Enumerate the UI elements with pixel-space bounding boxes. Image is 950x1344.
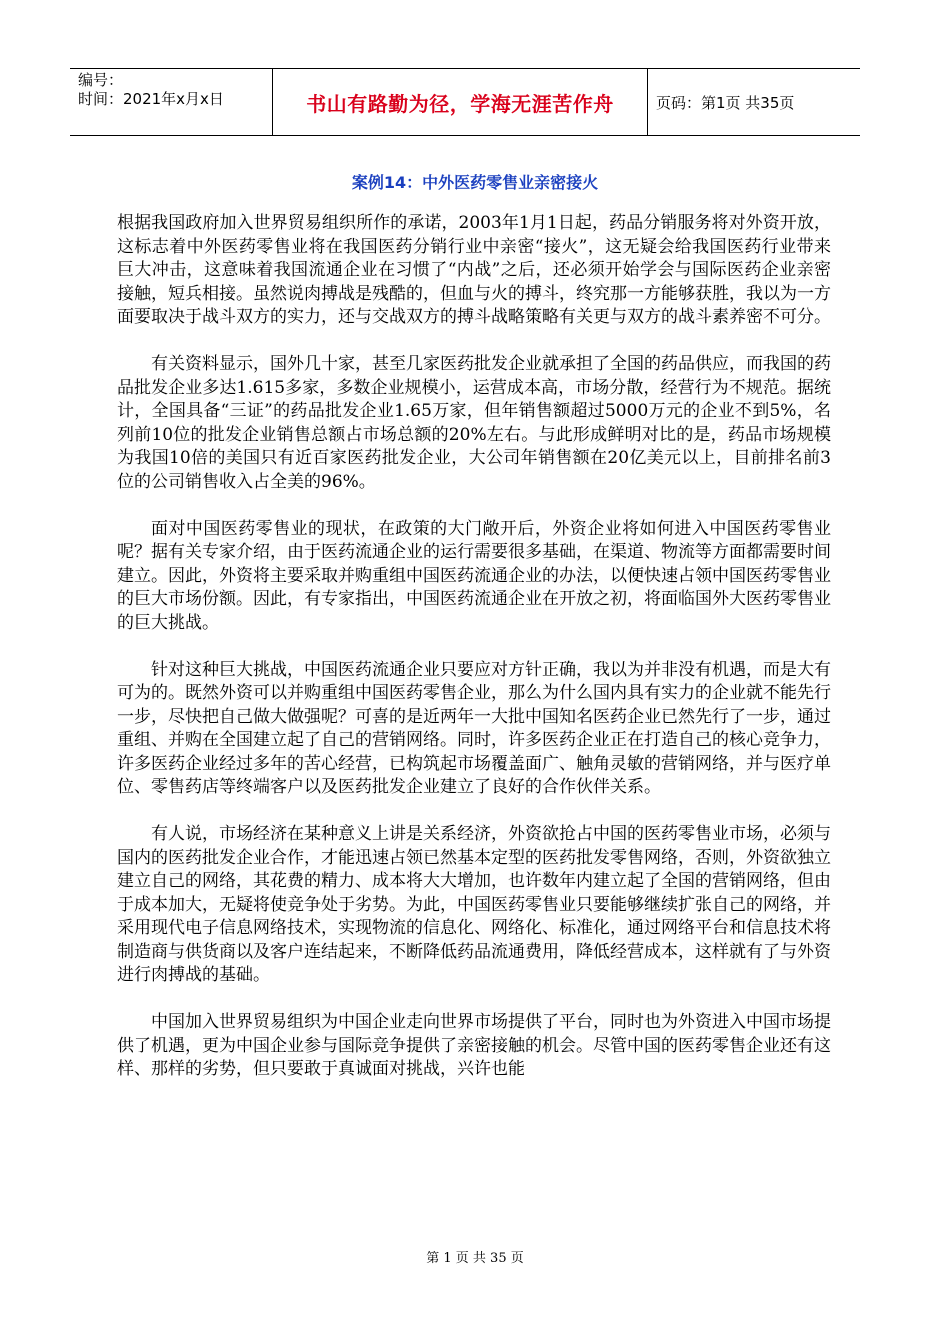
paragraph-3: 面对中国医药零售业的现状，在政策的大门敞开后，外资企业将如何进入中国医药零售业呢？据有关专家介绍，由于医药流通企业的运行需要很多基础，在渠道、物流等方面都需要时间建立。因此，外资将主要采取并购重组中国医药流通企业的办法，以便快速占领中国医药零售业的巨大市场份额。因此，有专家指出，中国医药流通企业在开放之初，将面临国外大医药零售业的巨大挑战。 [117, 518, 831, 633]
page-header [70, 68, 860, 136]
paragraph-4: 针对这种巨大挑战，中国医药流通企业只要应对方针正确，我以为并非没有机遇，而是大有可为的。既然外资可以并购重组中国医药零售企业，那么为什么国内具有实力的企业就不能先行一步，尽快把自己做大做强呢？可喜的是近两年一大批中国知名医药企业已然先行了一步，通过重组、并购在全国建立起了自己的营销网络。同时，许多医药企业正在打造自己的核心竞争力，许多医药企业经过多年的苦心经营，已构筑起市场覆盖面广、触角灵敏的营销网络，并与医疗单位、零售药店等终端客户以及医药批发企业建立了良好的合作伙伴关系。 [117, 659, 831, 797]
paragraph-5: 有人说，市场经济在某种意义上讲是关系经济，外资欲抢占中国的医药零售业市场，必须与国内的医药批发企业合作，才能迅速占领已然基本定型的医药批发零售网络，否则，外资欲独立建立自己的网络，其花费的精力、成本将大大增加，也许数年内建立起了全国的营销网络，但由于成本加大，无疑将使竞争处于劣势。为此，中国医药零售业只要能够继续扩张自己的网络，并采用现代电子信息网络技术，实现物流的信息化、网络化、标准化，通过网络平台和信息技术将制造商与供货商以及客户连结起来，不断降低药品流通费用，降低经营成本，这样就有了与外资进行肉搏战的基础。 [117, 824, 831, 985]
document-time-label: 时间：2021年x月x日 [78, 90, 224, 108]
document-title: 案例14：中外医药零售业亲密接火 [351, 173, 599, 192]
header-meta [70, 69, 273, 135]
header-page-label: 页码：第1页 共35页 [656, 93, 795, 112]
document-number-label: 编号： [78, 71, 124, 89]
paragraph-6: 中国加入世界贸易组织为中国企业走向世界市场提供了平台，同时也为外资进入中国市场提供了机遇，更为中国企业参与国际竞争提供了亲密接触的机会。尽管中国的医药零售企业还有这样、那样的劣势，但只要敢于真诚面对挑战，兴许也能 [117, 1012, 831, 1079]
paragraph-1: 根据我国政府加入世界贸易组织所作的承诺，2003年1月1日起，药品分销服务将对外资开放，这标志着中外医药零售业将在我国医药分销行业中亲密“接火”，这无疑会给我国医药行业带来巨大冲击，这意味着我国流通企业在习惯了“内战”之后，还必须开始学会与国际医药企业亲密接触，短兵相接。虽然说肉搏战是残酷的，但血与火的搏斗，终究那一方能够获胜，我以为一方面要取决于战斗双方的实力，还与交战双方的搏斗战略策略有关更与双方的战斗素养密不可分。 [117, 213, 831, 327]
paragraph-2: 有关资料显示，国外几十家，甚至几家医药批发企业就承担了全国的药品供应，而我国的药品批发企业多达1.615多家，多数企业规模小，运营成本高，市场分散，经营行为不规范。据统计，全国具备“三证”的药品批发企业1.65万家，但年销售额超过5000万元的企业不到5%，名列前10位的批发企业销售总额占市场总额的20%左右。与此形成鲜明对比的是，药品市场规模为我国10倍的美国只有近百家医药批发企业，大公司年销售额在20亿美元以上，目前排名前3位的公司销售收入占全美的96%。 [117, 354, 831, 492]
document-body [117, 212, 831, 1082]
header-motto: 书山有路勤为径，学海无涯苦作舟 [273, 69, 648, 135]
page-footer: 第 1 页 共 35 页 [426, 1251, 524, 1266]
